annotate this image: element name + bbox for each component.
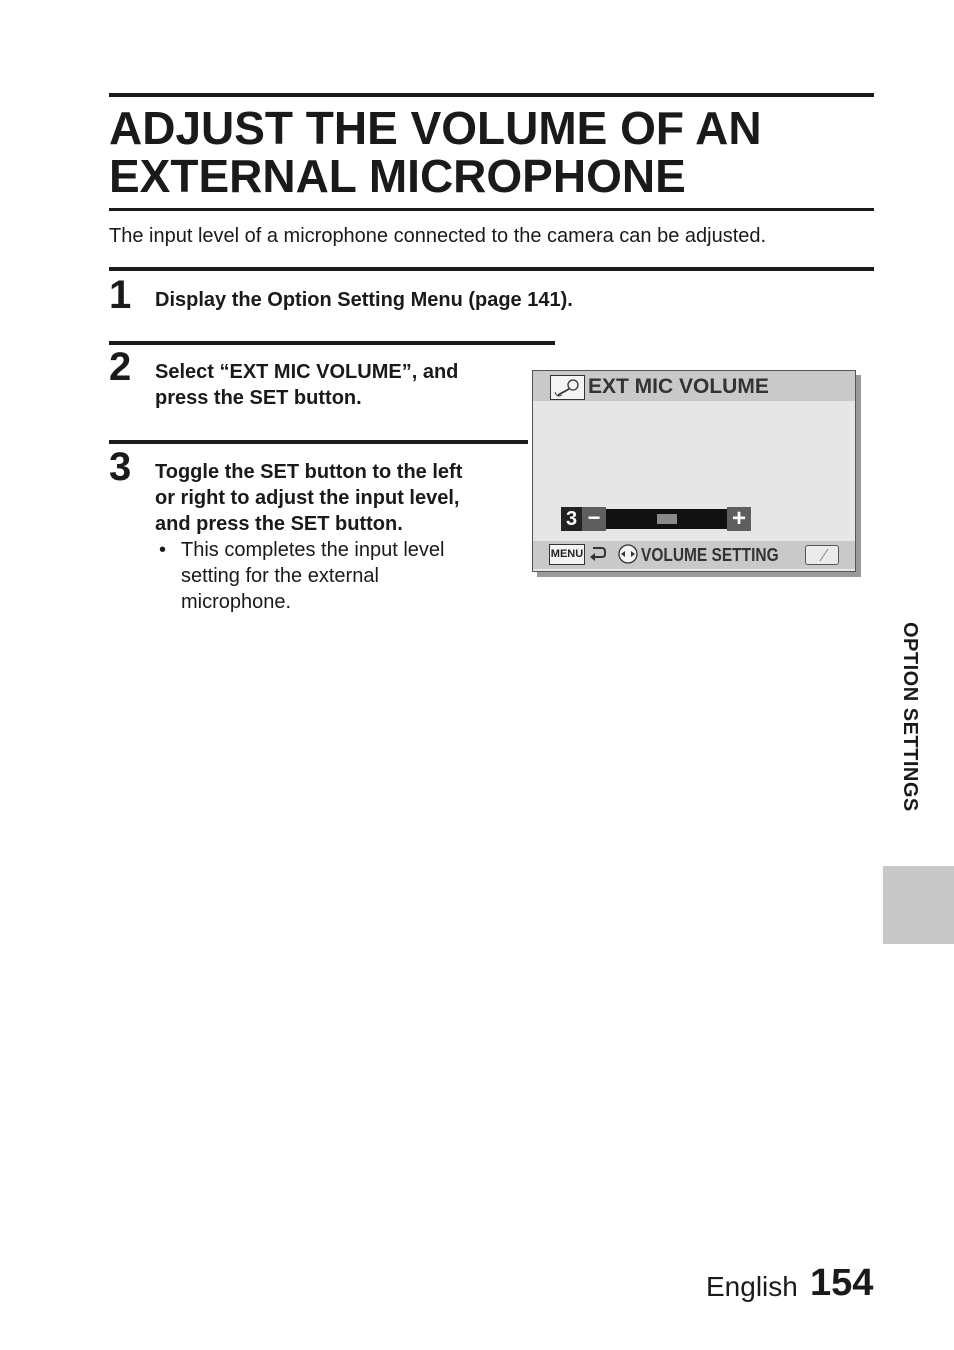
- page-title: [109, 104, 874, 200]
- step-2-line-2: press the SET button.: [155, 387, 362, 409]
- step-3-text: [155, 459, 462, 537]
- microphone-icon: [550, 375, 585, 400]
- step1-rule: [109, 267, 874, 271]
- step-1-line: Display the Option Setting Menu (page 141).: [155, 289, 573, 311]
- camera-screen: [532, 370, 856, 572]
- screen-title: EXT MIC VOLUME: [588, 375, 769, 398]
- title-line-2: EXTERNAL MICROPHONE: [109, 150, 686, 202]
- step-2-number: 2: [109, 345, 132, 389]
- left-right-arrows-icon: [617, 544, 639, 564]
- title-line-1: ADJUST THE VOLUME OF AN: [109, 102, 762, 154]
- volume-slider-thumb: [657, 514, 677, 524]
- title-bottom-rule: [109, 208, 874, 211]
- step2-rule: [109, 341, 555, 345]
- language-label: English: [706, 1271, 798, 1302]
- step-3-line-2: or right to adjust the input level,: [155, 487, 460, 509]
- step3-rule: [109, 440, 528, 444]
- intro-text: The input level of a microphone connected to the camera can be adjusted.: [109, 225, 767, 247]
- step-3-note-line-3: microphone.: [181, 591, 292, 613]
- volume-slider: [606, 509, 727, 529]
- volume-setting-label: VOLUME SETTING: [641, 545, 779, 565]
- menu-button-icon: MENU: [549, 544, 585, 565]
- step-3-note: [181, 537, 444, 615]
- page-number: 154: [810, 1262, 874, 1304]
- section-tab-marker: [883, 866, 954, 944]
- step-3-note-line-2: setting for the external: [181, 565, 379, 587]
- minus-icon: −: [582, 507, 606, 531]
- step-2-text: [155, 359, 458, 411]
- screen-footer: [533, 541, 855, 569]
- step-1-number: 1: [109, 273, 132, 317]
- plus-icon: +: [727, 507, 751, 531]
- set-button-icon: [805, 545, 839, 565]
- return-icon: [587, 544, 607, 564]
- section-side-label: OPTION SETTINGS: [899, 622, 921, 812]
- step-3-line-3: and press the SET button.: [155, 513, 403, 535]
- top-rule: [109, 93, 874, 97]
- screen-header: [533, 371, 855, 401]
- level-value: 3: [561, 507, 582, 531]
- step-1-text: [155, 287, 573, 313]
- step-2-line-1: Select “EXT MIC VOLUME”, and: [155, 361, 459, 383]
- step-3-number: 3: [109, 445, 132, 489]
- volume-level-row: [561, 507, 751, 531]
- step-3-line-1: Toggle the SET button to the left: [155, 461, 463, 483]
- step-3-note-line-1: This completes the input level: [181, 539, 445, 561]
- bullet-marker: •: [159, 539, 167, 561]
